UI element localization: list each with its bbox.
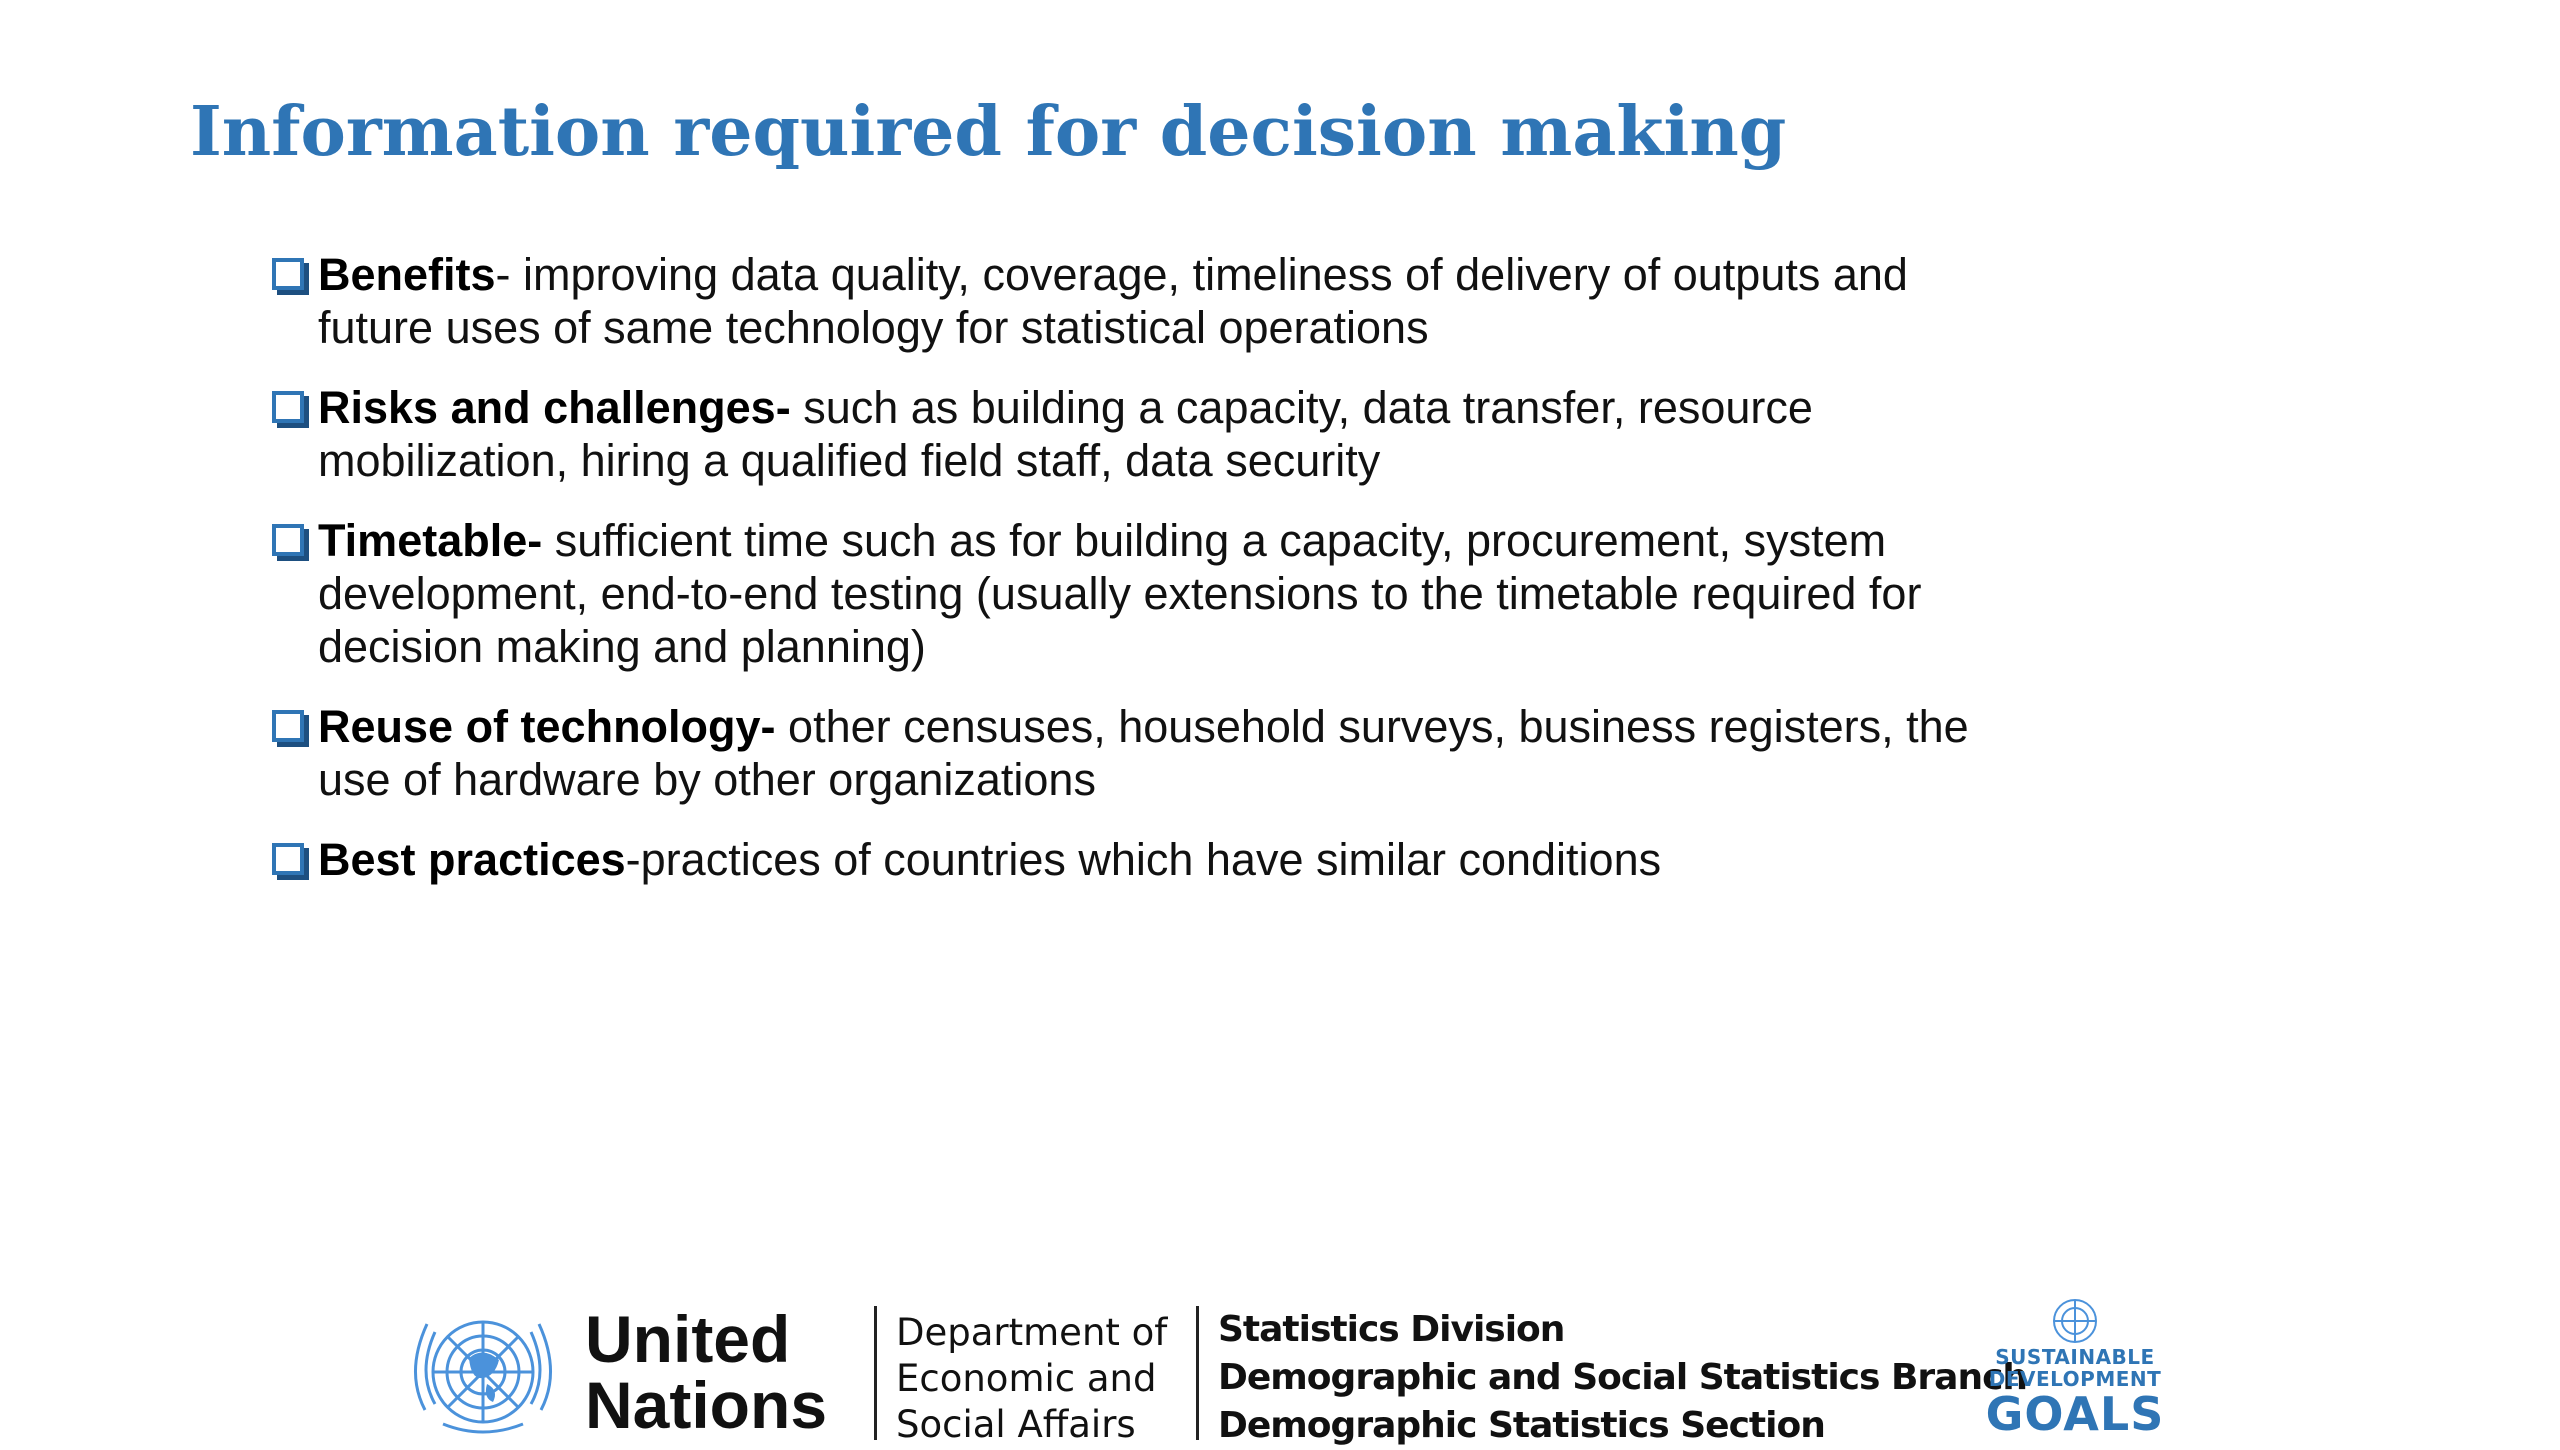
bullet-timetable bbox=[270, 514, 2010, 673]
bullet-text: -practices of countries which have similar conditions bbox=[625, 834, 1662, 885]
footer-logos bbox=[0, 1290, 2560, 1446]
bullet-list bbox=[270, 248, 2010, 913]
bullet-text: other censuses, household surveys, business registers, the use of hardware by other organizations bbox=[318, 701, 1969, 805]
footer-divider bbox=[874, 1306, 877, 1440]
bullet-lead: Reuse of technology- bbox=[318, 701, 776, 752]
footer-divider bbox=[1196, 1306, 1199, 1440]
bullet-lead: Timetable- bbox=[318, 515, 543, 566]
bullet-benefits bbox=[270, 248, 2010, 354]
bullet-text: sufficient time such as for building a capacity, procurement, system development, end-to-end testing (usually extensions to the timetable required for decision making and planning) bbox=[318, 515, 1922, 672]
slide-title: Information required for decision making bbox=[190, 92, 1787, 172]
bullet-lead: Benefits bbox=[318, 249, 496, 300]
statistics-division-label: Statistics Division Demographic and Social Statistics Branch Demographic Statistics Section bbox=[1218, 1309, 2028, 1446]
sdg-globe-icon bbox=[2047, 1296, 2103, 1346]
bullet-lead: Risks and challenges- bbox=[318, 382, 791, 433]
bullet-lead: Best practices bbox=[318, 834, 626, 885]
bullet-risks bbox=[270, 381, 2010, 487]
checkbox-square-icon bbox=[272, 524, 304, 556]
checkbox-square-icon bbox=[272, 391, 304, 423]
bullet-reuse bbox=[270, 700, 2010, 806]
un-emblem-icon bbox=[403, 1306, 563, 1442]
united-nations-wordmark: United Nations bbox=[585, 1302, 828, 1442]
bullet-best-practices bbox=[270, 833, 2010, 886]
desa-label: Department of Economic and Social Affairs bbox=[896, 1311, 1168, 1446]
checkbox-square-icon bbox=[272, 843, 304, 875]
checkbox-square-icon bbox=[272, 710, 304, 742]
checkbox-square-icon bbox=[272, 258, 304, 290]
sdg-logo: SUSTAINABLE DEVELOPMENT GOALS bbox=[1985, 1296, 2165, 1438]
bullet-text: such as building a capacity, data transfer, resource mobilization, hiring a qualified field staff, data security bbox=[318, 382, 1813, 486]
bullet-text: - improving data quality, coverage, timeliness of delivery of outputs and future uses of same technology for statistical operations bbox=[318, 249, 1908, 353]
